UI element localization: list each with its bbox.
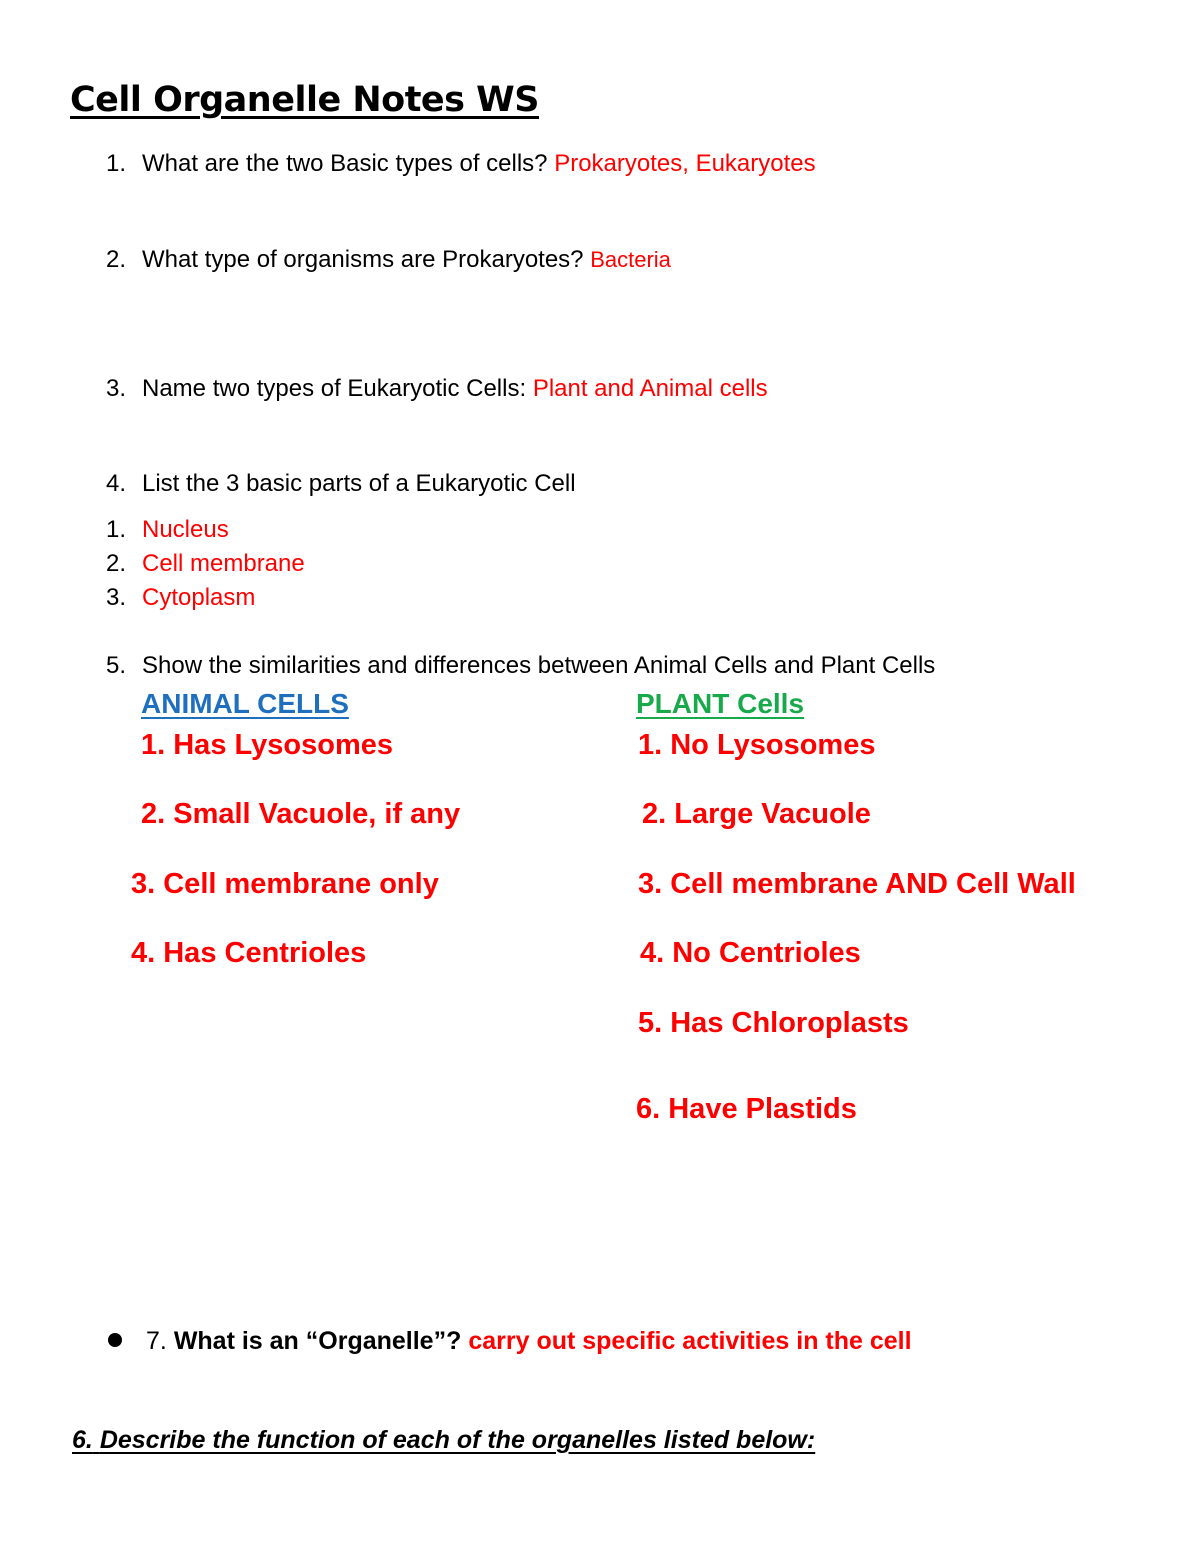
- question-7: [108, 1327, 912, 1356]
- animal-item: 2. Small Vacuole, if any: [141, 798, 461, 830]
- question-text: List the 3 basic parts of a Eukaryotic Cell: [142, 470, 576, 497]
- question-text: What are the two Basic types of cells?: [142, 150, 548, 177]
- question-number: 3.: [106, 375, 127, 402]
- animal-item: 4. Has Centrioles: [131, 937, 367, 969]
- list-item: [106, 516, 229, 544]
- question-3: [106, 375, 768, 403]
- section-text: Describe the function of each of the organelles listed below:: [99, 1426, 816, 1454]
- answer-text: Bacteria: [590, 247, 671, 272]
- question-2: [106, 246, 671, 274]
- question-number: 5.: [106, 652, 127, 679]
- plant-cells-header: PLANT Cells: [636, 688, 805, 719]
- question-text: What type of organisms are Prokaryotes?: [142, 246, 584, 273]
- answer-text: carry out specific activities in the cell: [468, 1327, 912, 1355]
- question-number: 4.: [106, 470, 127, 497]
- list-text: Nucleus: [142, 516, 229, 543]
- answer-text: Prokaryotes, Eukaryotes: [554, 150, 816, 177]
- list-text: Cytoplasm: [142, 584, 256, 611]
- question-number: 1.: [106, 150, 127, 177]
- page-title: Cell Organelle Notes WS: [70, 80, 539, 120]
- question-number: 2.: [106, 246, 127, 273]
- bullet-icon: [108, 1333, 122, 1347]
- question-number: 7.: [146, 1327, 167, 1355]
- plant-item: 4. No Centrioles: [640, 937, 861, 969]
- plant-item: 3. Cell membrane AND Cell Wall: [638, 868, 1076, 900]
- animal-item: 3. Cell membrane only: [131, 868, 439, 900]
- list-text: Cell membrane: [142, 550, 305, 577]
- animal-cells-header: ANIMAL CELLS: [141, 688, 349, 719]
- question-text: Show the similarities and differences between Animal Cells and Plant Cells: [142, 652, 936, 679]
- question-text: What is an “Organelle”?: [173, 1327, 462, 1355]
- answer-text: Plant and Animal cells: [532, 375, 768, 402]
- section-heading: [72, 1426, 815, 1455]
- plant-item: 2. Large Vacuole: [642, 798, 871, 830]
- plant-item: 6. Have Plastids: [636, 1093, 857, 1125]
- question-4: [106, 470, 576, 498]
- list-number: 1.: [106, 516, 127, 543]
- plant-item: 1. No Lysosomes: [638, 729, 876, 761]
- plant-item: 5. Has Chloroplasts: [638, 1007, 909, 1039]
- list-number: 2.: [106, 550, 127, 577]
- question-5: [106, 652, 935, 680]
- animal-item: 1. Has Lysosomes: [141, 729, 393, 761]
- question-text: Name two types of Eukaryotic Cells:: [142, 375, 527, 402]
- list-item: [106, 550, 305, 578]
- list-number: 3.: [106, 584, 127, 611]
- section-number: 6.: [72, 1426, 93, 1454]
- list-item: [106, 584, 255, 612]
- question-1: [106, 150, 816, 178]
